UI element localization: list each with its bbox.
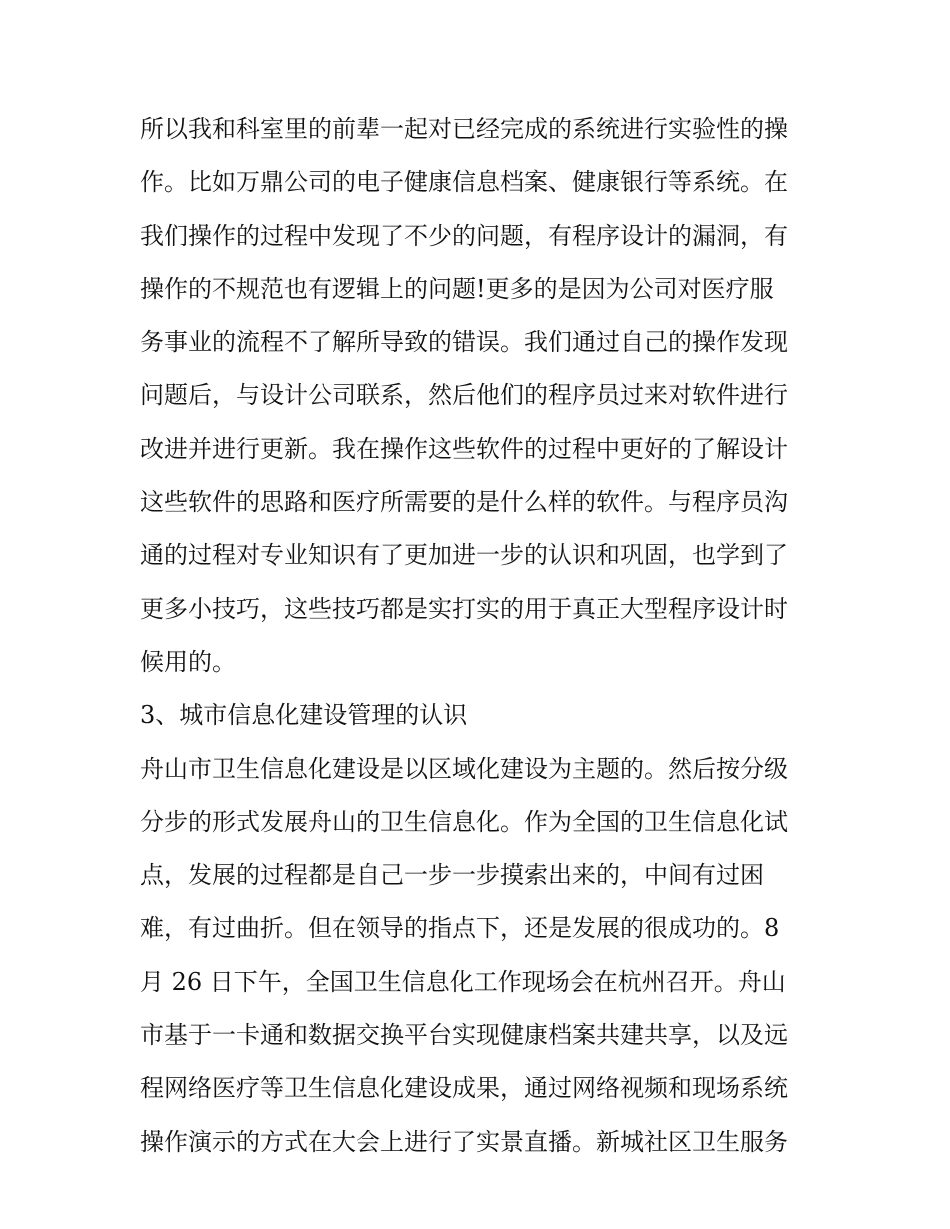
text-line: 我们操作的过程中发现了不少的问题，有程序设计的漏洞，有 [140, 221, 788, 250]
text-line: 更多小技巧，这些技巧都是实打实的用于真正大型程序设计时 [140, 594, 788, 623]
text-line: 操作的不规范也有逻辑上的问题!更多的是因为公司对医疗服 [140, 274, 774, 303]
text-line: 操作演示的方式在大会上进行了实景直播。新城社区卫生服务 [140, 1127, 788, 1156]
text-line: 舟山市卫生信息化建设是以区域化建设为主题的。然后按分级 [140, 754, 788, 783]
text-line: 务事业的流程不了解所导致的错误。我们通过自己的操作发现 [140, 328, 788, 357]
text-line: 分步的形式发展舟山的卫生信息化。作为全国的卫生信息化试 [140, 807, 788, 836]
text-line: 点，发展的过程都是自己一步一步摸索出来的，中间有过困 [140, 861, 764, 890]
text-line: 候用的。 [140, 647, 236, 676]
text-line: 问题后，与设计公司联系，然后他们的程序员过来对软件进行 [140, 381, 788, 410]
text-line: 难，有过曲折。但在领导的指点下，还是发展的很成功的。8 [140, 914, 780, 943]
text-line: 所以我和科室里的前辈一起对已经完成的系统进行实验性的操 [140, 115, 788, 143]
text-line: 作。比如万鼎公司的电子健康信息档案、健康银行等系统。在 [140, 168, 788, 197]
text-line: 通的过程对专业知识有了更加进一步的认识和巩固，也学到了 [140, 541, 788, 570]
text-line: 月 26 日下午，全国卫生信息化工作现场会在杭州召开。舟山 [140, 967, 786, 996]
text-line: 改进并进行更新。我在操作这些软件的过程中更好的了解设计 [140, 434, 788, 463]
document-body [140, 103, 820, 1169]
section-heading: 3、城市信息化建设管理的认识 [140, 701, 468, 730]
text-line: 程网络医疗等卫生信息化建设成果，通过网络视频和现场系统 [140, 1074, 788, 1103]
text-line: 这些软件的思路和医疗所需要的是什么样的软件。与程序员沟 [140, 488, 788, 517]
text-line: 市基于一卡通和数据交换平台实现健康档案共建共享，以及远 [140, 1021, 788, 1050]
